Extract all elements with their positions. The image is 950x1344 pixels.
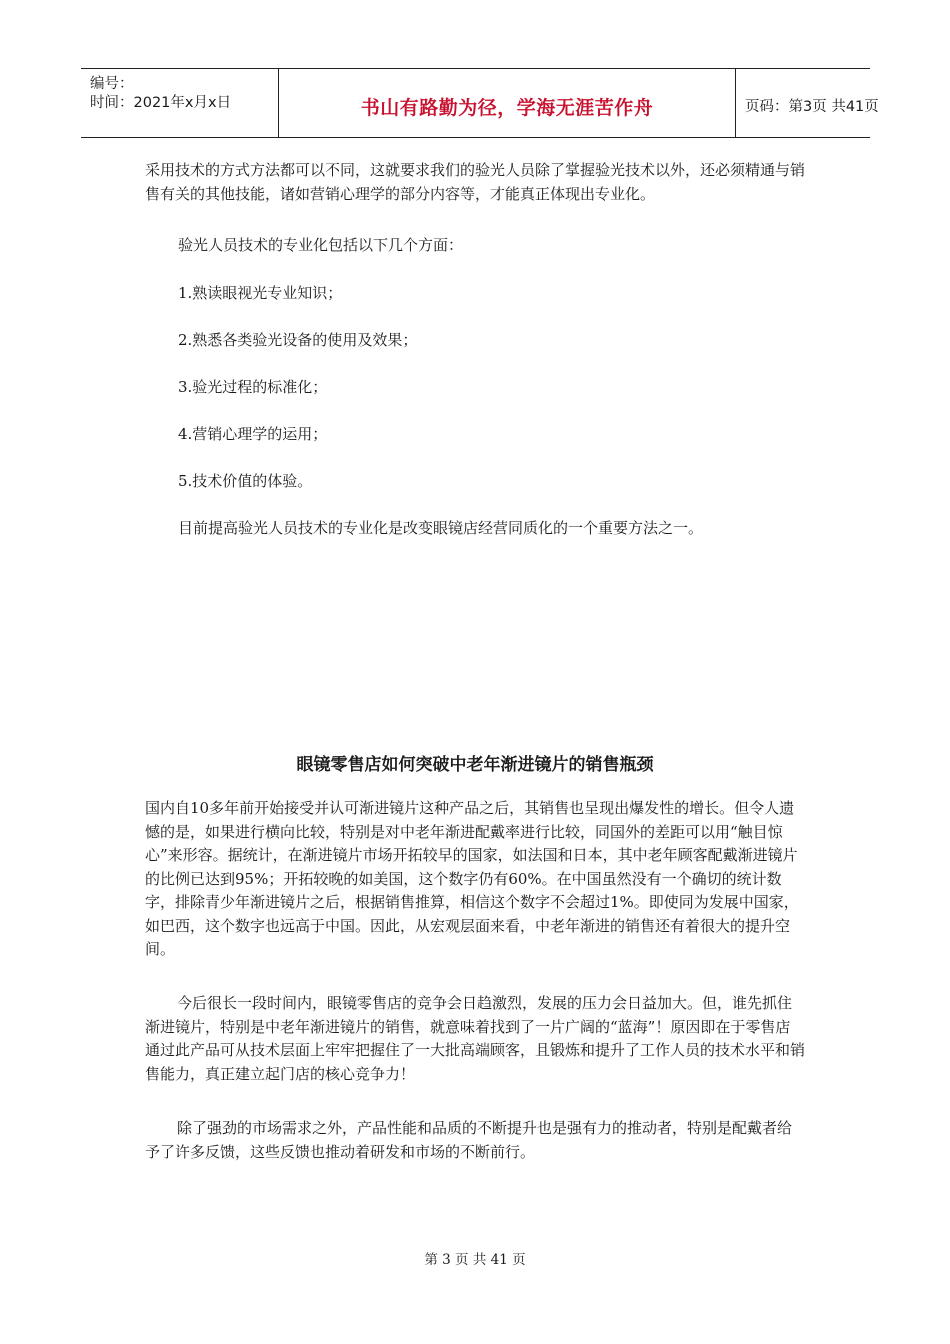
- header-page-cell: [736, 69, 879, 137]
- document-date-label: 时间：2021年x月x日: [90, 95, 232, 111]
- list-intro: 验光人员技术的专业化包括以下几个方面：: [178, 236, 464, 254]
- page-header: [81, 68, 879, 138]
- page-footer: 第 3 页 共 41 页: [424, 1252, 526, 1268]
- list-item: 1.熟读眼视光专业知识；: [178, 284, 343, 302]
- intro-paragraph: 采用技术的方式方法都可以不同，这就要求我们的验光人员除了掌握验光技术以外，还必须精通与销售有关的其他技能，诸如营销心理学的部分内容等，才能真正体现出专业化。: [145, 161, 806, 203]
- list-item: 4.营销心理学的运用；: [178, 425, 328, 443]
- article-paragraph-2: 今后很长一段时间内，眼镜零售店的竞争会日趋激烈，发展的压力会日益加大。但，谁先抓住渐进镜片，特别是中老年渐进镜片的销售，就意味着找到了一片广阔的“蓝海”！原因即在于零售店通过此产品可从技术层面上牢牢把握住了一大批高端顾客，且锻炼和提升了工作人员的技术水平和销售能力，真正建立起门店的核心竞争力！: [145, 994, 806, 1083]
- article-paragraph-3: 除了强劲的市场需求之外，产品性能和品质的不断提升也是强有力的推动者，特别是配戴者给予了许多反馈，这些反馈也推动着研发和市场的不断前行。: [145, 1119, 793, 1161]
- header-info-cell: [81, 69, 279, 137]
- list-item: 2.熟悉各类验光设备的使用及效果；: [178, 331, 418, 349]
- article-title: 眼镜零售店如何突破中老年渐进镜片的销售瓶颈: [296, 755, 654, 775]
- header-motto: 书山有路勤为径，学海无涯苦作舟: [360, 97, 654, 119]
- conclusion-paragraph: 目前提高验光人员技术的专业化是改变眼镜店经营同质化的一个重要方法之一。: [178, 519, 704, 537]
- article-paragraph-1: 国内自10多年前开始接受并认可渐进镜片这种产品之后，其销售也呈现出爆发性的增长。但令人遗憾的是，如果进行横向比较，特别是对中老年渐进配戴率进行比较，同国外的差距可以用“触目惊心”来形容。据统计，在渐进镜片市场开拓较早的国家，如法国和日本，其中老年顾客配戴渐进镜片的比例已达到95%；开拓较晚的如美国，这个数字仍有60%。在中国虽然没有一个确切的统计数字，排除青少年渐进镜片之后，根据销售推算，相信这个数字不会超过1%。即使同为发展中国家，如巴西，这个数字也远高于中国。因此，从宏观层面来看，中老年渐进的销售还有着很大的提升空间。: [145, 799, 799, 958]
- list-item: 5.技术价值的体验。: [178, 472, 313, 490]
- header-page-number: 页码：第3页 共41页: [745, 99, 879, 115]
- document-number-label: 编号：: [90, 76, 134, 92]
- list-item: 3.验光过程的标准化；: [178, 378, 328, 396]
- header-motto-cell: [279, 69, 736, 137]
